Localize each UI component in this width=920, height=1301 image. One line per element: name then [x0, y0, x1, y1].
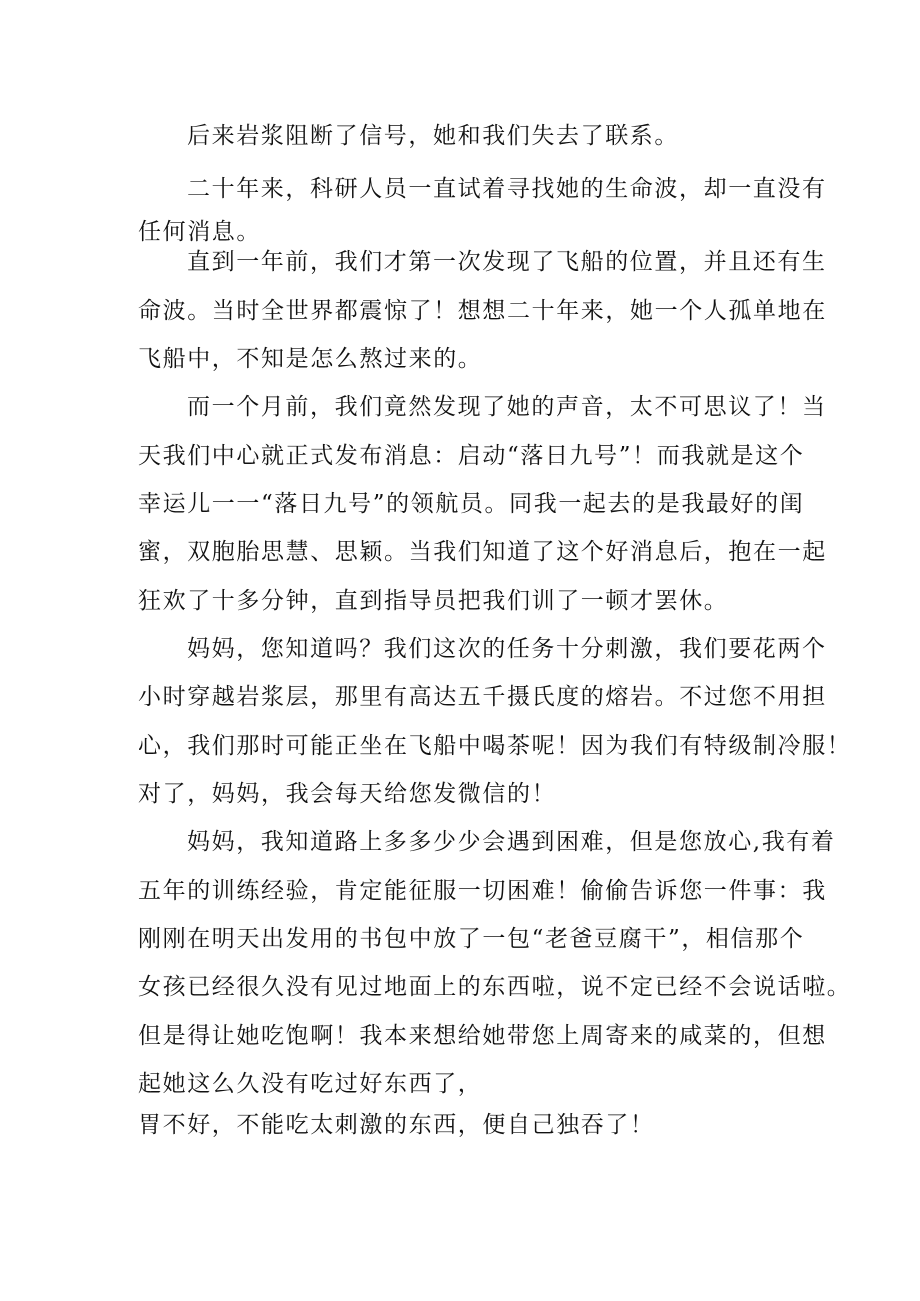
text-line: 命波。当时全世界都震惊了！想想二十年来，她一个人孤单地在 [138, 298, 827, 324]
text-line: 而一个月前，我们竟然发现了她的声音，太不可思议了！当 [187, 394, 827, 420]
text-line: 小时穿越岩浆层，那里有高达五千摄氏度的熔岩。不过您不用担 [138, 684, 827, 710]
text-line: 心，我们那时可能正坐在飞船中喝茶呢！因为我们有特级制冷服！ [138, 733, 852, 759]
text-line: 飞船中，不知是怎么熬过来的。 [138, 346, 483, 372]
text-line: 对了，妈妈，我会每天给您发微信的！ [138, 781, 557, 807]
text-line: 幸运儿一一“落日九号”的领航员。同我一起去的是我最好的闺 [138, 491, 805, 517]
text-line: 胃不好，不能吃太刺激的东西，便自己独吞了！ [138, 1112, 655, 1138]
text-line: 刚刚在明天出发用的书包中放了一包“老爸豆腐干”，相信那个 [138, 926, 805, 952]
text-line: 妈妈，您知道吗？我们这次的任务十分刺激，我们要花两个 [187, 636, 827, 662]
text-line: 但是得让她吃饱啊！我本来想给她带您上周寄来的咸菜的，但想 [138, 1023, 827, 1049]
text-line: 五年的训练经验，肯定能征服一切困难！偷偷告诉您一件事：我 [138, 878, 827, 904]
text-line: 直到一年前，我们才第一次发现了飞船的位置，并且还有生 [187, 249, 827, 275]
text-line: 妈妈，我知道路上多多少少会遇到困难，但是您放心,我有着 [187, 829, 836, 855]
text-line: 起她这么久没有吃过好东西了， [138, 1071, 483, 1097]
text-line: 二十年来，科研人员一直试着寻找她的生命波，却一直没有 [187, 176, 827, 202]
text-line: 任何消息。 [138, 219, 261, 245]
text-line: 天我们中心就正式发布消息：启动“落日九号”！而我就是这个 [138, 443, 805, 469]
text-line: 蜜，双胞胎思慧、思颖。当我们知道了这个好消息后，抱在一起 [138, 539, 827, 565]
text-line: 女孩已经很久没有见过地面上的东西啦，说不定已经不会说话啦。 [138, 974, 852, 1000]
text-line: 后来岩浆阻断了信号，她和我们失去了联系。 [187, 123, 679, 149]
text-line: 狂欢了十多分钟，直到指导员把我们训了一顿才罢休。 [138, 588, 729, 614]
